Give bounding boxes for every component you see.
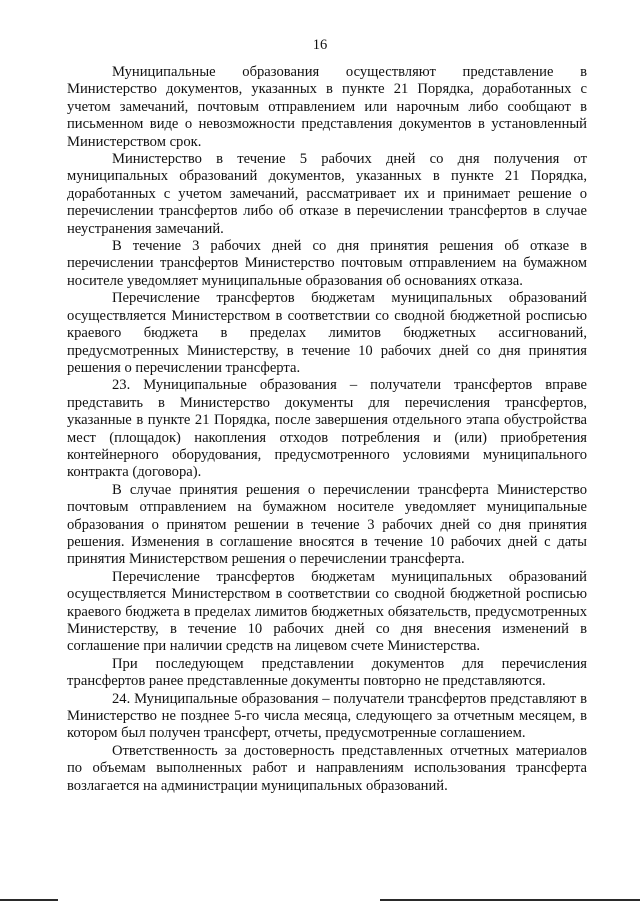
paragraph-transfer-payment: Перечисление трансфертов бюджетам муниципальных образований осуществляется Министерством в соответствии со сводной бюджетной росписью краевого бюджета в пределах лимитов бюджетных ассигнований, предусмотренных Министерству, в течение 10 рабочих дней со дня принятия решения о перечислении трансферта. [67, 290, 587, 376]
bottom-scan-edge [0, 896, 640, 905]
paragraph-responsibility: Ответственность за достоверность представленных отчетных материалов по объемам выполненных работ и направлениям использования трансферта возлагается на администрации муниципальных образований. [67, 742, 587, 794]
paragraph-submission-after-remarks: Муниципальные образования осуществляют представление в Министерство документов, указанных в пункте 21 Порядка, доработанных с учетом замечаний, почтовым отправлением или нарочным либо сообщают в письменном виде о невозможности представления документов в установленный Министерством срок. [67, 64, 587, 150]
paragraph-item-23: 23. Муниципальные образования – получатели трансфертов вправе представить в Министерство документы для перечисления трансфертов, указанные в пункте 21 Порядка, после завершения отдельного этапа обустройства мест (площадок) накопления отходов потребления и (или) приобретения контейнерного оборудования, предусмотренного условиями муниципального контракта (договора). [67, 377, 587, 481]
paragraph-refusal-notice: В течение 3 рабочих дней со дня принятия решения об отказе в перечислении трансфертов Министерство почтовым отправлением на бумажном носителе уведомляет муниципальные образования об основаниях отказа. [67, 238, 587, 289]
document-body [67, 64, 587, 795]
bottom-edge-segment-right [380, 899, 640, 901]
paragraph-ministry-review: Министерство в течение 5 рабочих дней со дня получения от муниципальных образований документов, указанных в пункте 21 Порядка, доработанных с учетом замечаний, рассматривает их и принимает решение о перечислении трансфертов либо об отказе в перечислении трансфертов в случае неустранения замечаний. [67, 151, 587, 237]
paragraph-transfer-after-amendment: Перечисление трансфертов бюджетам муниципальных образований осуществляется Министерством в соответствии со сводной бюджетной росписью краевого бюджета в пределах лимитов бюджетных обязательств, предусмотренных Министерству, в течение 10 рабочих дней со дня внесения изменений в соглашение при наличии средств на лицевом счете Министерства. [67, 568, 587, 655]
bottom-edge-segment-left [0, 899, 58, 901]
paragraph-repeat-documents: При последующем представлении документов для перечисления трансфертов ранее представленные документы повторно не представляются. [67, 655, 587, 690]
page-number: 16 [312, 37, 328, 53]
paragraph-decision-notice: В случае принятия решения о перечислении трансферта Министерство почтовым отправлением на бумажном носителе уведомляет муниципальные образования о принятом решении в течение 3 рабочих дней со дня принятия решения. Изменения в соглашение вносятся в течение 10 рабочих дней с даты принятия Министерством решения о перечислении трансферта. [67, 481, 587, 568]
paragraph-item-24: 24. Муниципальные образования – получатели трансфертов представляют в Министерство не позднее 5-го числа месяца, следующего за отчетным месяцем, в котором был получен трансферт, отчеты, предусмотренные соглашением. [67, 690, 587, 742]
